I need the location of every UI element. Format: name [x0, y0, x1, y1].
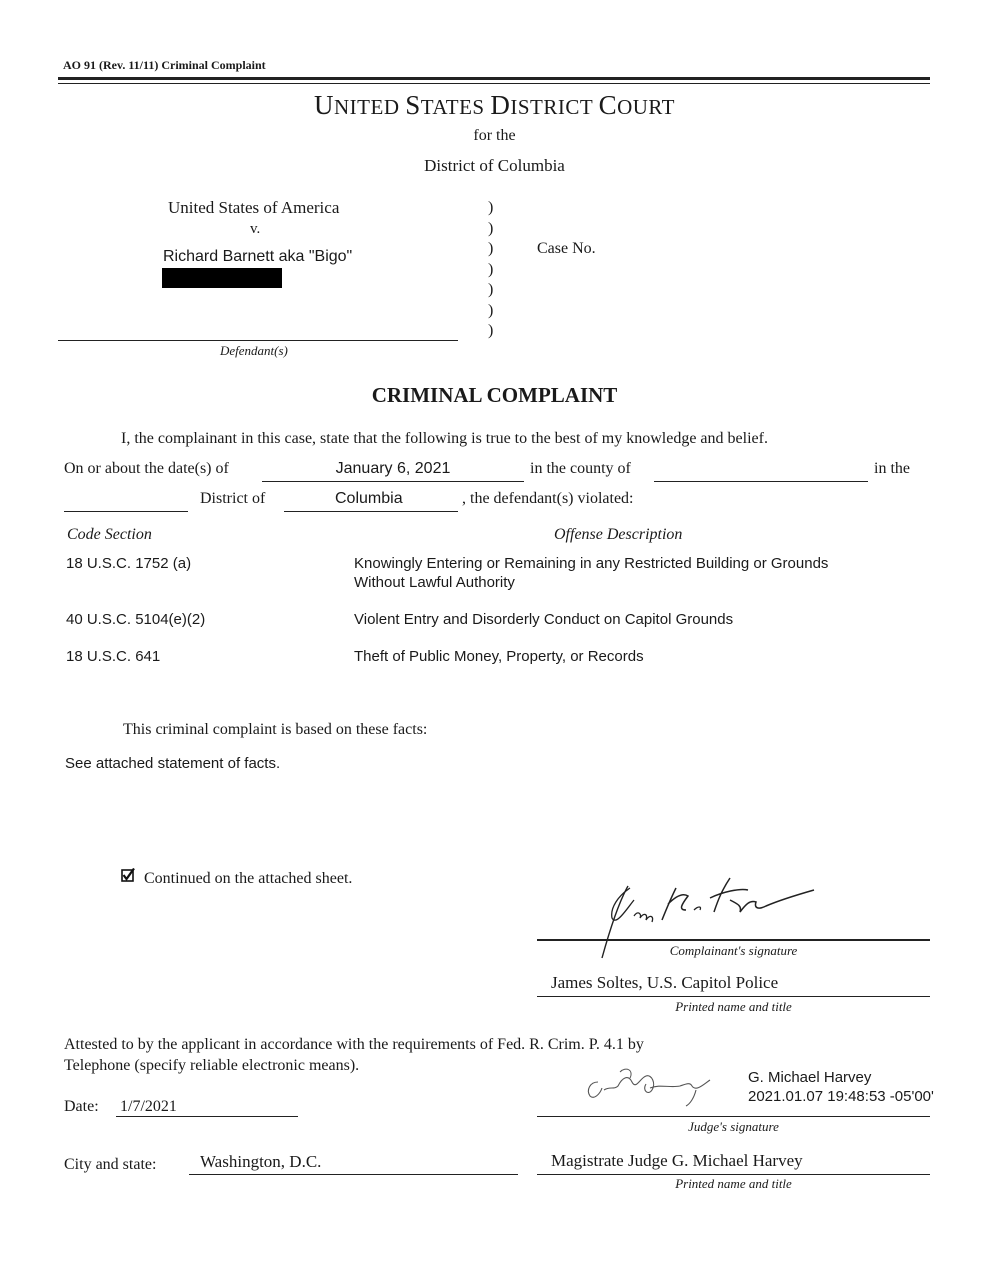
- district-value: Columbia: [335, 490, 403, 507]
- date-value: 1/7/2021: [120, 1098, 177, 1115]
- court-name: UNITED STATES DISTRICT COURT: [314, 90, 675, 120]
- city-state-label: City and state:: [64, 1156, 157, 1173]
- facts-label: This criminal complaint is based on these facts:: [123, 721, 428, 738]
- caption-parentheses: ) ) ) ) ) ) ): [488, 199, 494, 339]
- prefix-line: [64, 511, 188, 512]
- county-label: in the county of: [530, 460, 631, 477]
- judge-signature-label: Judge's signature: [688, 1119, 779, 1134]
- for-the: for the: [473, 127, 516, 144]
- date-label: Date:: [64, 1098, 99, 1115]
- header-rule-thick: [58, 77, 930, 80]
- district-of-label: District of: [200, 490, 266, 507]
- complainant-signature-label: Complainant's signature: [669, 943, 798, 958]
- case-number-label: Case No.: [537, 240, 596, 257]
- code-section-3: 18 U.S.C. 641: [66, 648, 161, 665]
- complainant-signature-line: [537, 939, 930, 941]
- offense-description-3: Theft of Public Money, Property, or Records: [354, 648, 644, 665]
- redaction-block: [162, 268, 282, 288]
- violated-label: , the defendant(s) violated:: [462, 490, 634, 507]
- code-section-header: Code Section: [67, 526, 152, 543]
- offense-date: January 6, 2021: [335, 460, 451, 477]
- county-line: [654, 481, 868, 482]
- offense-description-header: Offense Description: [554, 526, 683, 543]
- judge-signature-icon: [580, 1060, 720, 1110]
- defendant-line: [58, 340, 458, 341]
- plaintiff-name: United States of America: [168, 198, 340, 217]
- continued-label: Continued on the attached sheet.: [144, 870, 353, 887]
- code-section-1: 18 U.S.C. 1752 (a): [66, 555, 192, 572]
- complainant-printed-label: Printed name and title: [675, 999, 792, 1014]
- versus: v.: [250, 221, 261, 237]
- complainant-name-line: [537, 996, 930, 997]
- document-title: CRIMINAL COMPLAINT: [371, 383, 618, 407]
- continued-checkbox[interactable]: [121, 868, 135, 882]
- court-district: District of Columbia: [424, 156, 565, 175]
- city-state-line: [189, 1174, 518, 1175]
- on-or-about-label: On or about the date(s) of: [64, 460, 229, 477]
- judge-digital-sig-name: G. Michael Harvey: [748, 1069, 872, 1086]
- judge-signature-line: [537, 1116, 930, 1117]
- facts-value: See attached statement of facts.: [65, 755, 281, 772]
- judge-printed-label: Printed name and title: [675, 1176, 792, 1191]
- city-state-value: Washington, D.C.: [200, 1152, 322, 1171]
- form-identifier: AO 91 (Rev. 11/11) Criminal Complaint: [63, 58, 266, 72]
- offense-description-1b: Without Lawful Authority: [354, 574, 515, 591]
- defendant-name: Richard Barnett aka "Bigo": [163, 248, 353, 265]
- header-rule-thin: [58, 83, 930, 84]
- complainant-intro: I, the complainant in this case, state that the following is true to the best of my knowledge and belief.: [121, 430, 768, 447]
- complainant-printed-name: James Soltes, U.S. Capitol Police: [551, 973, 779, 992]
- date-signed-line: [116, 1116, 298, 1117]
- date-line: [262, 481, 524, 482]
- judge-name-line: [537, 1174, 930, 1175]
- defendant-label: Defendant(s): [220, 343, 288, 358]
- offense-description-1: Knowingly Entering or Remaining in any Restricted Building or Grounds: [354, 555, 829, 572]
- judge-printed-name: Magistrate Judge G. Michael Harvey: [551, 1151, 803, 1170]
- attestation-line-1: Attested to by the applicant in accordance with the requirements of Fed. R. Crim. P. 4.1 by: [64, 1036, 644, 1053]
- district-line: [284, 511, 458, 512]
- offense-description-2: Violent Entry and Disorderly Conduct on Capitol Grounds: [354, 611, 734, 628]
- judge-digital-sig-timestamp: 2021.01.07 19:48:53 -05'00': [748, 1088, 934, 1105]
- in-the-label: in the: [874, 460, 910, 477]
- attestation-line-2: Telephone (specify reliable electronic means).: [64, 1057, 360, 1074]
- code-section-2: 40 U.S.C. 5104(e)(2): [66, 611, 206, 628]
